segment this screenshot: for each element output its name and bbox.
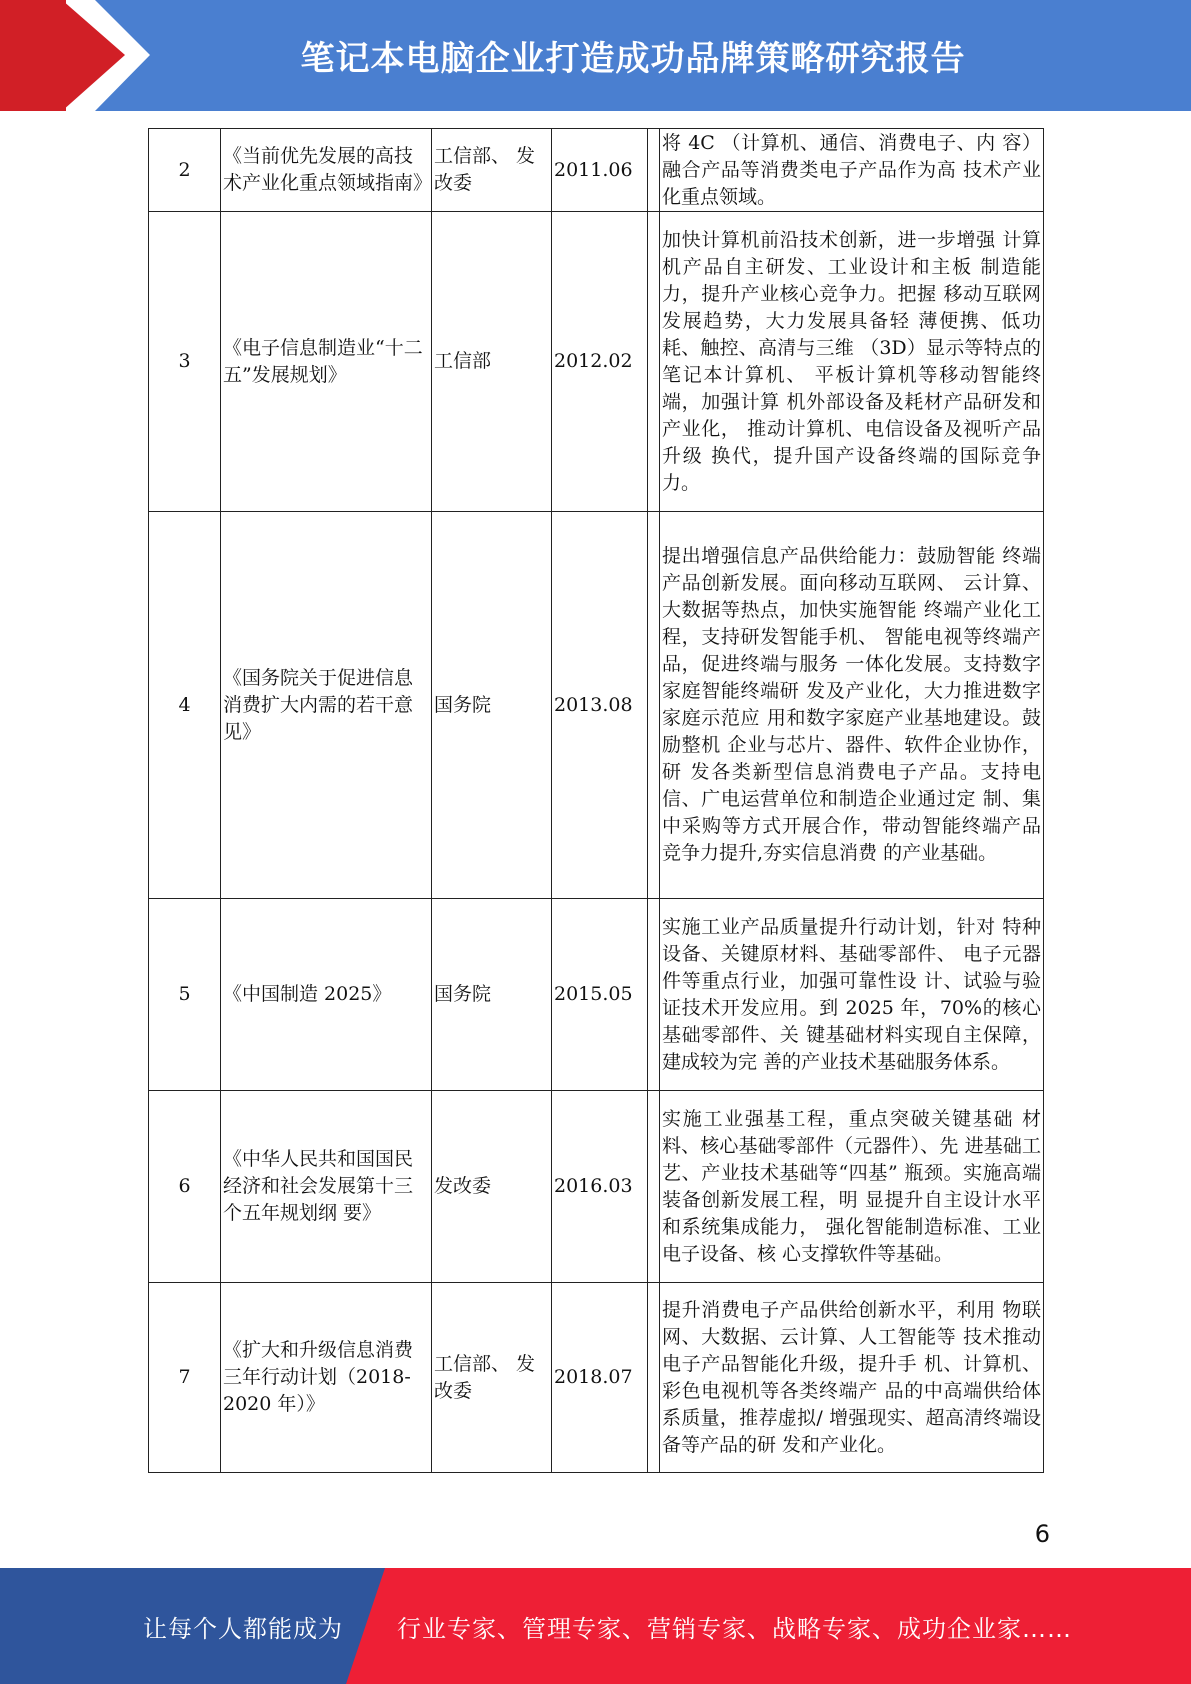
issue-date: 2015.05 (552, 899, 648, 1091)
column-gap (648, 1283, 660, 1473)
table-row (149, 1091, 1044, 1283)
issuing-department: 工信部、 发改委 (432, 1283, 552, 1473)
column-gap (648, 129, 660, 212)
row-number: 4 (149, 512, 221, 899)
column-gap (648, 1091, 660, 1283)
issue-date: 2018.07 (552, 1283, 648, 1473)
document-title: 笔记本电脑企业打造成功品牌策略研究报告 (300, 39, 966, 79)
row-number: 6 (149, 1091, 221, 1283)
table-row (149, 512, 1044, 899)
column-gap (648, 899, 660, 1091)
policy-content: 提升消费电子产品供给创新水平，利用 物联网、大数据、云计算、人工智能等 技术推动电子产品智能化升级，提升手 机、计算机、彩色电视机等各类终端产 品的中高端供给体系质量，推荐虚拟/ 增强现实、超高清终端设备等产品的研 发和产业化。 (660, 1283, 1044, 1473)
row-number: 3 (149, 212, 221, 512)
policy-table (148, 128, 1044, 1473)
table-row (149, 1283, 1044, 1473)
policy-content: 提出增强信息产品供给能力：鼓励智能 终端产品创新发展。面向移动互联网、 云计算、大数据等热点，加快实施智能 终端产业化工程，支持研发智能手机、 智能电视等终端产品，促进终端与服务 一体化发展。支持数字家庭智能终端研 发及产业化，大力推进数字家庭示范应 用和数字家庭产业基地建设。鼓励整机 企业与芯片、器件、软件企业协作，研 发各类新型信息消费电子产品。支持电 信、广电运营单位和制造企业通过定 制、集中采购等方式开展合作，带动智能终端产品竞争力提升,夯实信息消费 的产业基础。 (660, 512, 1044, 899)
issuing-department: 发改委 (432, 1091, 552, 1283)
column-gap (648, 512, 660, 899)
table-row (149, 899, 1044, 1091)
footer-slogan-right: 行业专家、管理专家、营销专家、战略专家、成功企业家…… (397, 1614, 1072, 1643)
page-number: 6 (1034, 1520, 1050, 1548)
policy-content: 将 4C （计算机、通信、消费电子、内 容）融合产品等消费类电子产品作为高 技术产业化重点领域。 (660, 129, 1044, 212)
policy-name: 《中华人民共和国国民经济和社会发展第十三个五年规划纲 要》 (221, 1091, 432, 1283)
column-gap (648, 212, 660, 512)
issuing-department: 工信部、 发改委 (432, 129, 552, 212)
policy-name: 《国务院关于促进信息消费扩大内需的若干意见》 (221, 512, 432, 899)
policy-name: 《电子信息制造业“十二五”发展规划》 (221, 212, 432, 512)
issue-date: 2012.02 (552, 212, 648, 512)
policy-content: 实施工业产品质量提升行动计划，针对 特种设备、关键原材料、基础零部件、 电子元器件等重点行业，加强可靠性设 计、试验与验证技术开发应用。到 2025 年，70%的核心基础零部件、关 键基础材料实现自主保障，建成较为完 善的产业技术基础服务体系。 (660, 899, 1044, 1091)
header-bar (0, 0, 1191, 111)
policy-content: 实施工业强基工程，重点突破关键基础 材料、核心基础零部件（元器件）、先 进基础工艺、产业技术基础等“四基” 瓶颈。实施高端装备创新发展工程，明 显提升自主设计水平和系统集成能力， 强化智能制造标准、工业电子设备、核 心支撑软件等基础。 (660, 1091, 1044, 1283)
policy-name: 《中国制造 2025》 (221, 899, 432, 1091)
row-number: 5 (149, 899, 221, 1091)
footer-slogan-left: 让每个人都能成为 (143, 1614, 343, 1643)
issue-date: 2013.08 (552, 512, 648, 899)
policy-name: 《扩大和升级信息消费三年行动计划（2018-2020 年）》 (221, 1283, 432, 1473)
issuing-department: 国务院 (432, 512, 552, 899)
issuing-department: 工信部 (432, 212, 552, 512)
table-row (149, 212, 1044, 512)
policy-name: 《当前优先发展的高技术产业化重点领域指南》 (221, 129, 432, 212)
issue-date: 2016.03 (552, 1091, 648, 1283)
issuing-department: 国务院 (432, 899, 552, 1091)
row-number: 2 (149, 129, 221, 212)
table-row (149, 129, 1044, 212)
policy-content: 加快计算机前沿技术创新，进一步增强 计算机产品自主研发、工业设计和主板 制造能力，提升产业核心竞争力。把握 移动互联网发展趋势，大力发展具备轻 薄便携、低功耗、触控、高清与三维 （3D）显示等特点的笔记本计算机、 平板计算机等移动智能终端，加强计算 机外部设备及耗材产品研发和产业化， 推动计算机、电信设备及视听产品升级 换代，提升国产设备终端的国际竞争 力。 (660, 212, 1044, 512)
header-arrow-icon (0, 0, 160, 111)
footer-bar (0, 1568, 1191, 1684)
row-number: 7 (149, 1283, 221, 1473)
issue-date: 2011.06 (552, 129, 648, 212)
